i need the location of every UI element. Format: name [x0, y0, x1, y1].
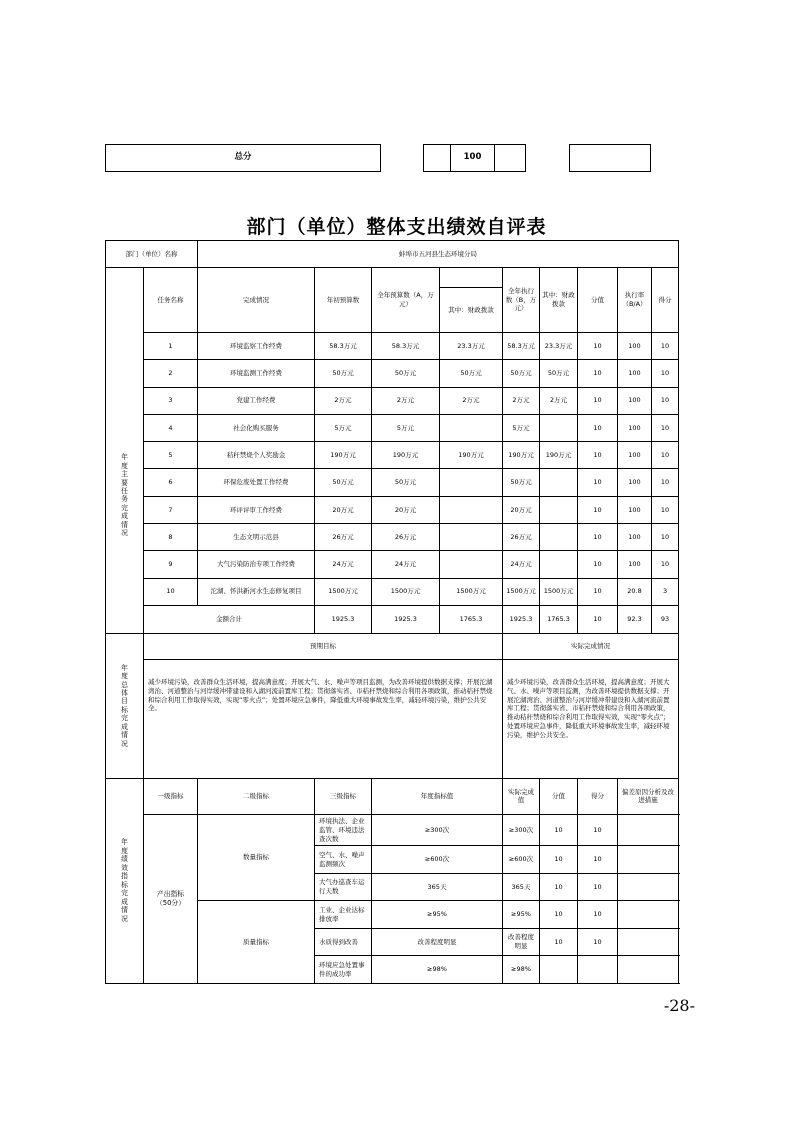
table-row [106, 496, 679, 523]
lvl3-indicator: 环境应急处置事件的成功率 [315, 956, 372, 984]
indicator-actual: 改善程度明显 [503, 928, 540, 956]
task-desc: 环境监察工作经费 [198, 333, 315, 360]
header-lvl1: 一级指标 [144, 778, 198, 814]
task-weight: 10 [578, 360, 618, 387]
task-desc: 社会化购买服务 [198, 414, 315, 441]
task-initial: 190万元 [315, 442, 372, 469]
task-desc: 环境监测工作经费 [198, 360, 315, 387]
task-score: 3 [652, 578, 679, 605]
task-score: 10 [652, 551, 679, 578]
task-exec: 5万元 [503, 414, 540, 441]
dept-name-value: 蚌埠市五河县生态环境分局 [198, 241, 679, 268]
header-initial-budget: 年初预算数 [315, 268, 372, 333]
indicator-reason [618, 873, 679, 901]
lvl3-indicator: 大气办巡查车运行天数 [315, 873, 372, 901]
task-exec: 58.3万元 [503, 333, 540, 360]
task-no: 5 [144, 442, 198, 469]
indicator-target: ≥98% [372, 956, 503, 984]
task-full: 2万元 [372, 387, 440, 414]
indicator-weight [540, 956, 578, 984]
header-ind-weight: 分值 [540, 778, 578, 814]
indicator-reason [618, 901, 679, 929]
task-no: 8 [144, 524, 198, 551]
indicator-target: ≥600次 [372, 846, 503, 874]
task-desc: 环评评审工作经费 [198, 496, 315, 523]
task-full: 26万元 [372, 524, 440, 551]
table-row [106, 360, 679, 387]
table-row [106, 551, 679, 578]
indicator-weight: 10 [540, 814, 578, 845]
indicator-weight: 10 [540, 901, 578, 929]
indicator-actual: ≥300次 [503, 814, 540, 845]
task-rate: 100 [618, 360, 652, 387]
task-rate: 100 [618, 333, 652, 360]
task-exec: 190万元 [503, 442, 540, 469]
table-cell [106, 268, 144, 634]
task-exec: 50万元 [503, 360, 540, 387]
task-weight: 10 [578, 414, 618, 441]
task-desc: 大气污染防治专项工作经费 [198, 551, 315, 578]
indicator-reason [618, 928, 679, 956]
task-initial: 2万元 [315, 387, 372, 414]
header-task-desc: 完成情况 [198, 268, 315, 333]
task-fiscal: 23.3万元 [440, 333, 503, 360]
task-initial: 58.3万元 [315, 333, 372, 360]
table-row [106, 387, 679, 414]
total-label: 金额合计 [144, 605, 315, 633]
task-initial: 5万元 [315, 414, 372, 441]
task-exec: 26万元 [503, 524, 540, 551]
task-exec: 1500万元 [503, 578, 540, 605]
total-score-label: 总分 [106, 145, 381, 172]
task-weight: 10 [578, 442, 618, 469]
lvl2-indicator: 数量指标 [198, 814, 315, 900]
task-desc: 秸秆禁烧个人奖励金 [198, 442, 315, 469]
task-weight: 10 [578, 524, 618, 551]
task-exec: 20万元 [503, 496, 540, 523]
actual-result-label: 实际完成情况 [503, 633, 679, 659]
task-weight: 10 [578, 551, 618, 578]
task-score: 10 [652, 387, 679, 414]
task-fiscal: 2万元 [440, 387, 503, 414]
task-fiscal [440, 469, 503, 496]
indicator-reason [618, 956, 679, 984]
header-weight: 分值 [578, 268, 618, 333]
table-row [106, 333, 679, 360]
task-no: 10 [144, 578, 198, 605]
lvl3-indicator: 空气、水、噪声监测频次 [315, 846, 372, 874]
indicator-actual: ≥600次 [503, 846, 540, 874]
table-cell [106, 633, 144, 778]
task-rate: 100 [618, 414, 652, 441]
indicator-actual: ≥95% [503, 901, 540, 929]
header-ind-score: 得分 [578, 778, 618, 814]
table-row [106, 578, 679, 605]
task-fiscal: 50万元 [440, 360, 503, 387]
expected-goal-label: 预期目标 [144, 633, 503, 659]
task-score: 10 [652, 496, 679, 523]
task-exec-fiscal [540, 414, 578, 441]
task-fiscal: 190万元 [440, 442, 503, 469]
indicator-target: 改善程度明显 [372, 928, 503, 956]
task-full: 1500万元 [372, 578, 440, 605]
task-score: 10 [652, 524, 679, 551]
header-lvl3: 三级指标 [315, 778, 372, 814]
task-exec-fiscal: 190万元 [540, 442, 578, 469]
total-full: 1925.3 [372, 605, 440, 633]
indicator-score: 10 [578, 814, 618, 845]
total-rate: 92.3 [618, 605, 652, 633]
indicator-reason [618, 846, 679, 874]
task-score: 10 [652, 442, 679, 469]
lvl3-indicator: 水质得到改善 [315, 928, 372, 956]
self-evaluation-table [105, 240, 679, 984]
indicator-weight: 10 [540, 928, 578, 956]
total-fiscal: 1765.3 [440, 605, 503, 633]
task-no: 7 [144, 496, 198, 523]
task-rate: 100 [618, 469, 652, 496]
task-score: 10 [652, 469, 679, 496]
indicator-score: 10 [578, 846, 618, 874]
header-exec-rate: 执行率（B/A） [618, 268, 652, 333]
total-exec: 1925.3 [503, 605, 540, 633]
header-exec-fiscal: 其中：财政拨款 [540, 268, 578, 333]
task-fiscal: 1500万元 [440, 578, 503, 605]
task-weight: 10 [578, 333, 618, 360]
header-exec-amount: 全年执行数（B，万元） [503, 268, 540, 333]
task-no: 6 [144, 469, 198, 496]
task-rate: 100 [618, 442, 652, 469]
task-initial: 24万元 [315, 551, 372, 578]
task-full: 50万元 [372, 360, 440, 387]
indicator-score: 10 [578, 873, 618, 901]
task-exec: 50万元 [503, 469, 540, 496]
header-lvl2: 二级指标 [198, 778, 315, 814]
top-summary-table [105, 144, 651, 172]
indicator-actual: ≥98% [503, 956, 540, 984]
task-exec: 24万元 [503, 551, 540, 578]
lvl1-indicator [144, 814, 198, 983]
task-weight: 10 [578, 387, 618, 414]
task-no: 3 [144, 387, 198, 414]
task-score: 10 [652, 360, 679, 387]
indicator-row [106, 814, 679, 845]
task-no: 2 [144, 360, 198, 387]
task-initial: 26万元 [315, 524, 372, 551]
header-full-year-budget: 全年预算数（A，万元） [372, 268, 440, 333]
task-desc: 党建工作经费 [198, 387, 315, 414]
lvl1-indicator-label: 产出指标（50分） [155, 890, 186, 907]
section-label: 年度绩效指标完成情况 [121, 838, 128, 923]
task-score: 10 [652, 414, 679, 441]
header-task-name: 任务名称 [144, 268, 198, 333]
task-initial: 1500万元 [315, 578, 372, 605]
header-target: 年度指标值 [372, 778, 503, 814]
task-no: 4 [144, 414, 198, 441]
actual-result-text: 减少环境污染，改善群众生活环境，提高满意度；开展大气、水、噪声等项目监测，为改善环境提供数据支撑；开展沱湖湾治、河道整治与河岸缓冲带建设和入湖河流前置库工程；贯彻落实省、市秸秆禁烧和综合利用各项政策，推动秸秆禁烧和综合利用工作取得实效，实现“零火点”；处置环境应急事件，降低重大环境事故发生率，减轻环境污染，维护公共安全。 [503, 659, 679, 778]
task-no: 1 [144, 333, 198, 360]
task-exec-fiscal: 2万元 [540, 387, 578, 414]
indicator-actual: 365天 [503, 873, 540, 901]
table-row [106, 442, 679, 469]
lvl3-indicator: 工业、企业达标排放率 [315, 901, 372, 929]
task-exec-fiscal [540, 551, 578, 578]
lvl2-indicator: 质量指标 [198, 901, 315, 984]
indicator-weight: 10 [540, 873, 578, 901]
task-full: 5万元 [372, 414, 440, 441]
task-full: 24万元 [372, 551, 440, 578]
indicator-score: 10 [578, 901, 618, 929]
task-initial: 20万元 [315, 496, 372, 523]
task-exec-fiscal: 23.3万元 [540, 333, 578, 360]
indicator-reason [618, 814, 679, 845]
task-no: 9 [144, 551, 198, 578]
task-exec-fiscal: 50万元 [540, 360, 578, 387]
task-exec: 2万元 [503, 387, 540, 414]
task-rate: 100 [618, 387, 652, 414]
total-score: 93 [652, 605, 679, 633]
task-weight: 10 [578, 469, 618, 496]
task-full: 190万元 [372, 442, 440, 469]
header-blank [440, 268, 503, 288]
total-weight: 10 [578, 605, 618, 633]
task-desc: 环保危废处置工作经费 [198, 469, 315, 496]
header-fiscal: 其中：财政拨款 [440, 288, 503, 333]
task-rate: 100 [618, 551, 652, 578]
section-label: 年度主要任务完成情况 [121, 453, 128, 538]
task-fiscal [440, 524, 503, 551]
table-row [106, 469, 679, 496]
table-cell [106, 778, 144, 983]
task-initial: 50万元 [315, 469, 372, 496]
total-initial: 1925.3 [315, 605, 372, 633]
indicator-score [578, 956, 618, 984]
task-initial: 50万元 [315, 360, 372, 387]
task-exec-fiscal [540, 496, 578, 523]
dept-name-label: 部门（单位）名称 [106, 241, 198, 268]
task-weight: 10 [578, 578, 618, 605]
task-fiscal [440, 551, 503, 578]
header-actual: 实际完成值 [503, 778, 540, 814]
task-weight: 10 [578, 496, 618, 523]
task-exec-fiscal [540, 524, 578, 551]
task-fiscal [440, 496, 503, 523]
task-full: 20万元 [372, 496, 440, 523]
total-exec-fiscal: 1765.3 [540, 605, 578, 633]
page-title: 部门（单位）整体支出绩效自评表 [246, 216, 547, 238]
indicator-target: 365天 [372, 873, 503, 901]
task-desc: 沱湖、怀洪新河水生态修复项目 [198, 578, 315, 605]
task-exec-fiscal: 1500万元 [540, 578, 578, 605]
task-full: 50万元 [372, 469, 440, 496]
expected-goal-text: 减少环境污染，改善群众生活环境，提高满意度；开展大气、水、噪声等项目监测，为改善环境提供数据支撑；开展沱湖湾治、河道整治与河岸缓冲带建设和入湖河流前置库工程；贯彻落实省、市秸秆禁烧和综合利用各项政策，推动秸秆禁烧和综合利用工作取得实效，实现“零火点”；处置环境应急事件，降低重大环境事故发生率，减轻环境污染，维护公共安全。 [144, 659, 503, 778]
indicator-target: ≥300次 [372, 814, 503, 845]
task-exec-fiscal [540, 469, 578, 496]
task-rate: 100 [618, 524, 652, 551]
lvl3-indicator: 环境执法、企业监管、环境违法查次数 [315, 814, 372, 845]
table-row [106, 414, 679, 441]
task-rate: 20.8 [618, 578, 652, 605]
header-score: 得分 [652, 268, 679, 333]
task-full: 58.3万元 [372, 333, 440, 360]
total-score-value: 100 [451, 145, 495, 172]
task-rate: 100 [618, 496, 652, 523]
table-row [106, 524, 679, 551]
indicator-weight: 10 [540, 846, 578, 874]
header-reason: 偏差原因分析及改进措施 [618, 778, 679, 814]
section-label: 年度总体目标完成情况 [121, 663, 128, 748]
task-desc: 生态文明示范县 [198, 524, 315, 551]
indicator-score: 10 [578, 928, 618, 956]
page-number: -28- [663, 996, 695, 1015]
table-body [106, 241, 679, 984]
indicator-target: ≥95% [372, 901, 503, 929]
task-fiscal [440, 414, 503, 441]
task-score: 10 [652, 333, 679, 360]
